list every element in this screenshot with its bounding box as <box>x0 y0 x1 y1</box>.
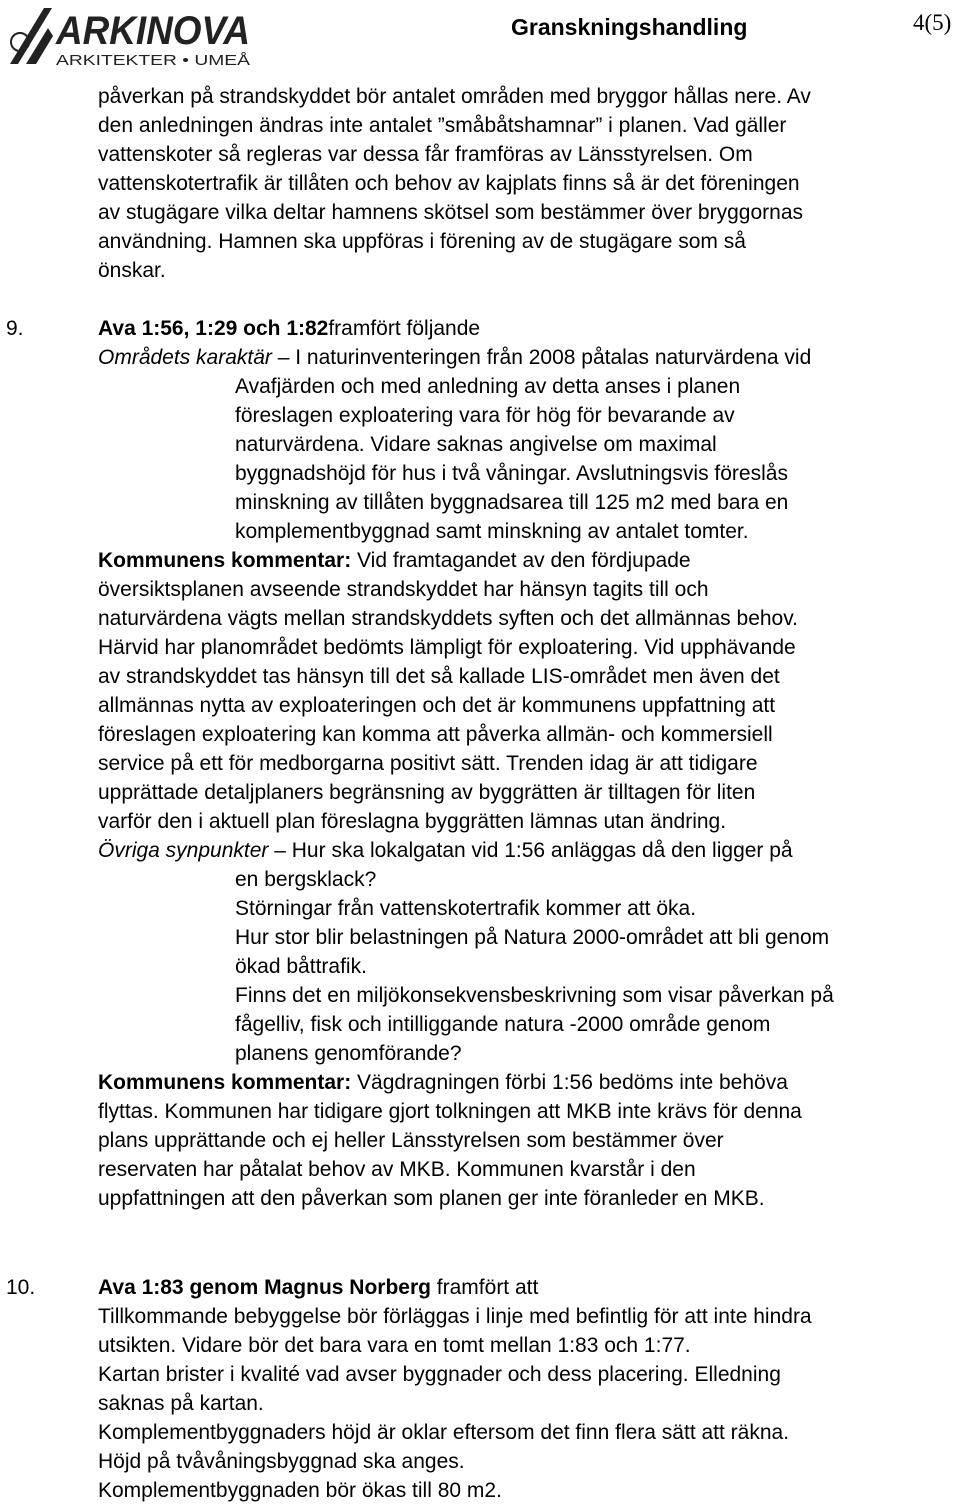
ovriga-text: – Hur ska lokalgatan vid 1:56 anläggas då den ligger på <box>268 839 793 862</box>
kommentar-text: Vid framtagandet av den fördjupade <box>351 549 691 572</box>
section-heading-rest: framfört att <box>430 1276 539 1299</box>
karaktar-first-line <box>98 346 811 370</box>
s10-line: utsikten. Vidare bör det bara vara en tomt mellan 1:83 och 1:77. <box>98 1334 691 1357</box>
kommentar-line: allmännas nytta av exploateringen och det är kommunens uppfattning att <box>98 694 776 717</box>
kommentar-first-line <box>98 549 691 573</box>
kommentar-line: föreslagen exploatering kan komma att påverka allmän- och kommersiell <box>98 723 773 746</box>
s10-line: Kartan brister i kvalité vad avser byggnader och dess placering. Elledning <box>98 1363 781 1386</box>
karaktar-line: naturvärdena. Vidare saknas angivelse om maximal <box>235 433 717 456</box>
kommentar-line: av strandskyddet tas hänsyn till det så kallade LIS-området men även det <box>98 665 780 688</box>
ovriga-line: fågelliv, fisk och intilliggande natura -2000 område genom <box>235 1013 771 1036</box>
kommentar2-label: Kommunens kommentar: <box>98 1071 352 1094</box>
intro-line: användning. Hamnen ska uppföras i förening av de stugägare som så <box>98 230 746 253</box>
intro-line: påverkan på strandskyddet bör antalet områden med bryggor hållas nere. Av <box>98 85 811 108</box>
kommentar-line: översiktsplanen avseende strandskyddet har hänsyn tagits till och <box>98 578 709 601</box>
page-number: 4(5) <box>913 10 952 35</box>
kommentar-line: upprättade detaljplaners begränsning av byggrätten är tilltagen för liten <box>98 781 756 804</box>
kommentar-line: varför den i aktuell plan föreslagna byggrätten lämnas utan ändring. <box>98 810 727 833</box>
karaktar-label: Områdets karaktär <box>98 346 272 369</box>
s10-line: Komplementbyggnaden bör ökas till 80 m2. <box>98 1479 502 1502</box>
section-number: 9. <box>6 317 24 340</box>
karaktar-line: föreslagen exploatering vara för hög för bevarande av <box>235 404 735 427</box>
karaktar-text: – I naturinventeringen från 2008 påtalas naturvärdena vid <box>271 346 812 369</box>
section-heading <box>98 317 480 341</box>
s10-line: Tillkommande bebyggelse bör förläggas i linje med befintlig för att inte hindra <box>98 1305 812 1328</box>
kommentar2-text: Vägdragningen förbi 1:56 bedöms inte behöva <box>351 1071 788 1094</box>
kommentar-line: Härvid har planområdet bedömts lämpligt för exploatering. Vid upphävande <box>98 636 796 659</box>
section-heading-bold: Ava 1:56, 1:29 och 1:82 <box>98 317 329 340</box>
intro-line: vattenskotertrafik är tillåten och behov av kajplats finns så är det föreningen <box>98 172 800 195</box>
kommentar2-line: reservaten har påtalat behov av MKB. Kommunen kvarstår i den <box>98 1158 696 1181</box>
kommentar2-line: flyttas. Kommunen har tidigare gjort tolkningen att MKB inte krävs för denna <box>98 1100 802 1123</box>
document-status: Granskningshandling <box>511 14 748 40</box>
ovriga-first-line <box>98 839 793 863</box>
intro-line: av stugägare vilka deltar hamnens skötsel som bestämmer över bryggornas <box>98 201 803 224</box>
karaktar-line: komplementbyggnad samt minskning av antalet tomter. <box>235 520 749 543</box>
s10-line: Höjd på tvåvåningsbyggnad ska anges. <box>98 1450 465 1473</box>
ovriga-line: en bergsklack? <box>235 868 377 891</box>
kommentar-label: Kommunens kommentar: <box>98 549 352 572</box>
kommentar-line: service på ett för medborgarna positivt sätt. Trenden idag är att tidigare <box>98 752 758 775</box>
kommentar2-line: uppfattningen att den påverkan som planen ger inte föranleder en MKB. <box>98 1187 765 1210</box>
ovriga-line: planens genomförande? <box>235 1042 462 1065</box>
kommentar-line: naturvärdena vägts mellan strandskyddets syften och det allmännas behov. <box>98 607 799 630</box>
arkinova-logo <box>4 2 254 72</box>
karaktar-line: minskning av tillåten byggnadsarea till 125 m2 med bara en <box>235 491 789 514</box>
kommentar2-first-line <box>98 1071 788 1095</box>
ovriga-line: Hur stor blir belastningen på Natura 2000-området att bli genom <box>235 926 830 949</box>
section-heading-rest: framfört följande <box>328 317 481 340</box>
s10-line: Komplementbyggnaders höjd är oklar eftersom det finn flera sätt att räkna. <box>98 1421 790 1444</box>
karaktar-line: Avafjärden och med anledning av detta anses i planen <box>235 375 741 398</box>
ovriga-line: Störningar från vattenskotertrafik kommer att öka. <box>235 897 697 920</box>
page-header <box>0 0 960 78</box>
ovriga-line: ökad båttrafik. <box>235 955 367 978</box>
section-heading <box>98 1276 538 1300</box>
intro-line: den anledningen ändras inte antalet ”småbåtshamnar” i planen. Vad gäller <box>98 114 787 137</box>
section-number: 10. <box>6 1276 36 1299</box>
section-heading-bold: Ava 1:83 genom Magnus Norberg <box>98 1276 431 1299</box>
kommentar2-line: plans upprättande och ej heller Länsstyrelsen som bestämmer över <box>98 1129 724 1152</box>
logo-name: ARKINOVA <box>55 9 251 53</box>
ovriga-line: Finns det en miljökonsekvensbeskrivning som visar påverkan på <box>235 984 834 1007</box>
ovriga-label: Övriga synpunkter <box>98 839 269 862</box>
s10-line: saknas på kartan. <box>98 1392 264 1415</box>
intro-line: vattenskoter så regleras var dessa får framföras av Länsstyrelsen. Om <box>98 143 753 166</box>
karaktar-line: byggnadshöjd för hus i två våningar. Avslutningsvis föreslås <box>235 462 788 485</box>
intro-line: önskar. <box>98 259 166 282</box>
logo-subtitle: ARKITEKTER • UMEÅ <box>56 52 250 69</box>
